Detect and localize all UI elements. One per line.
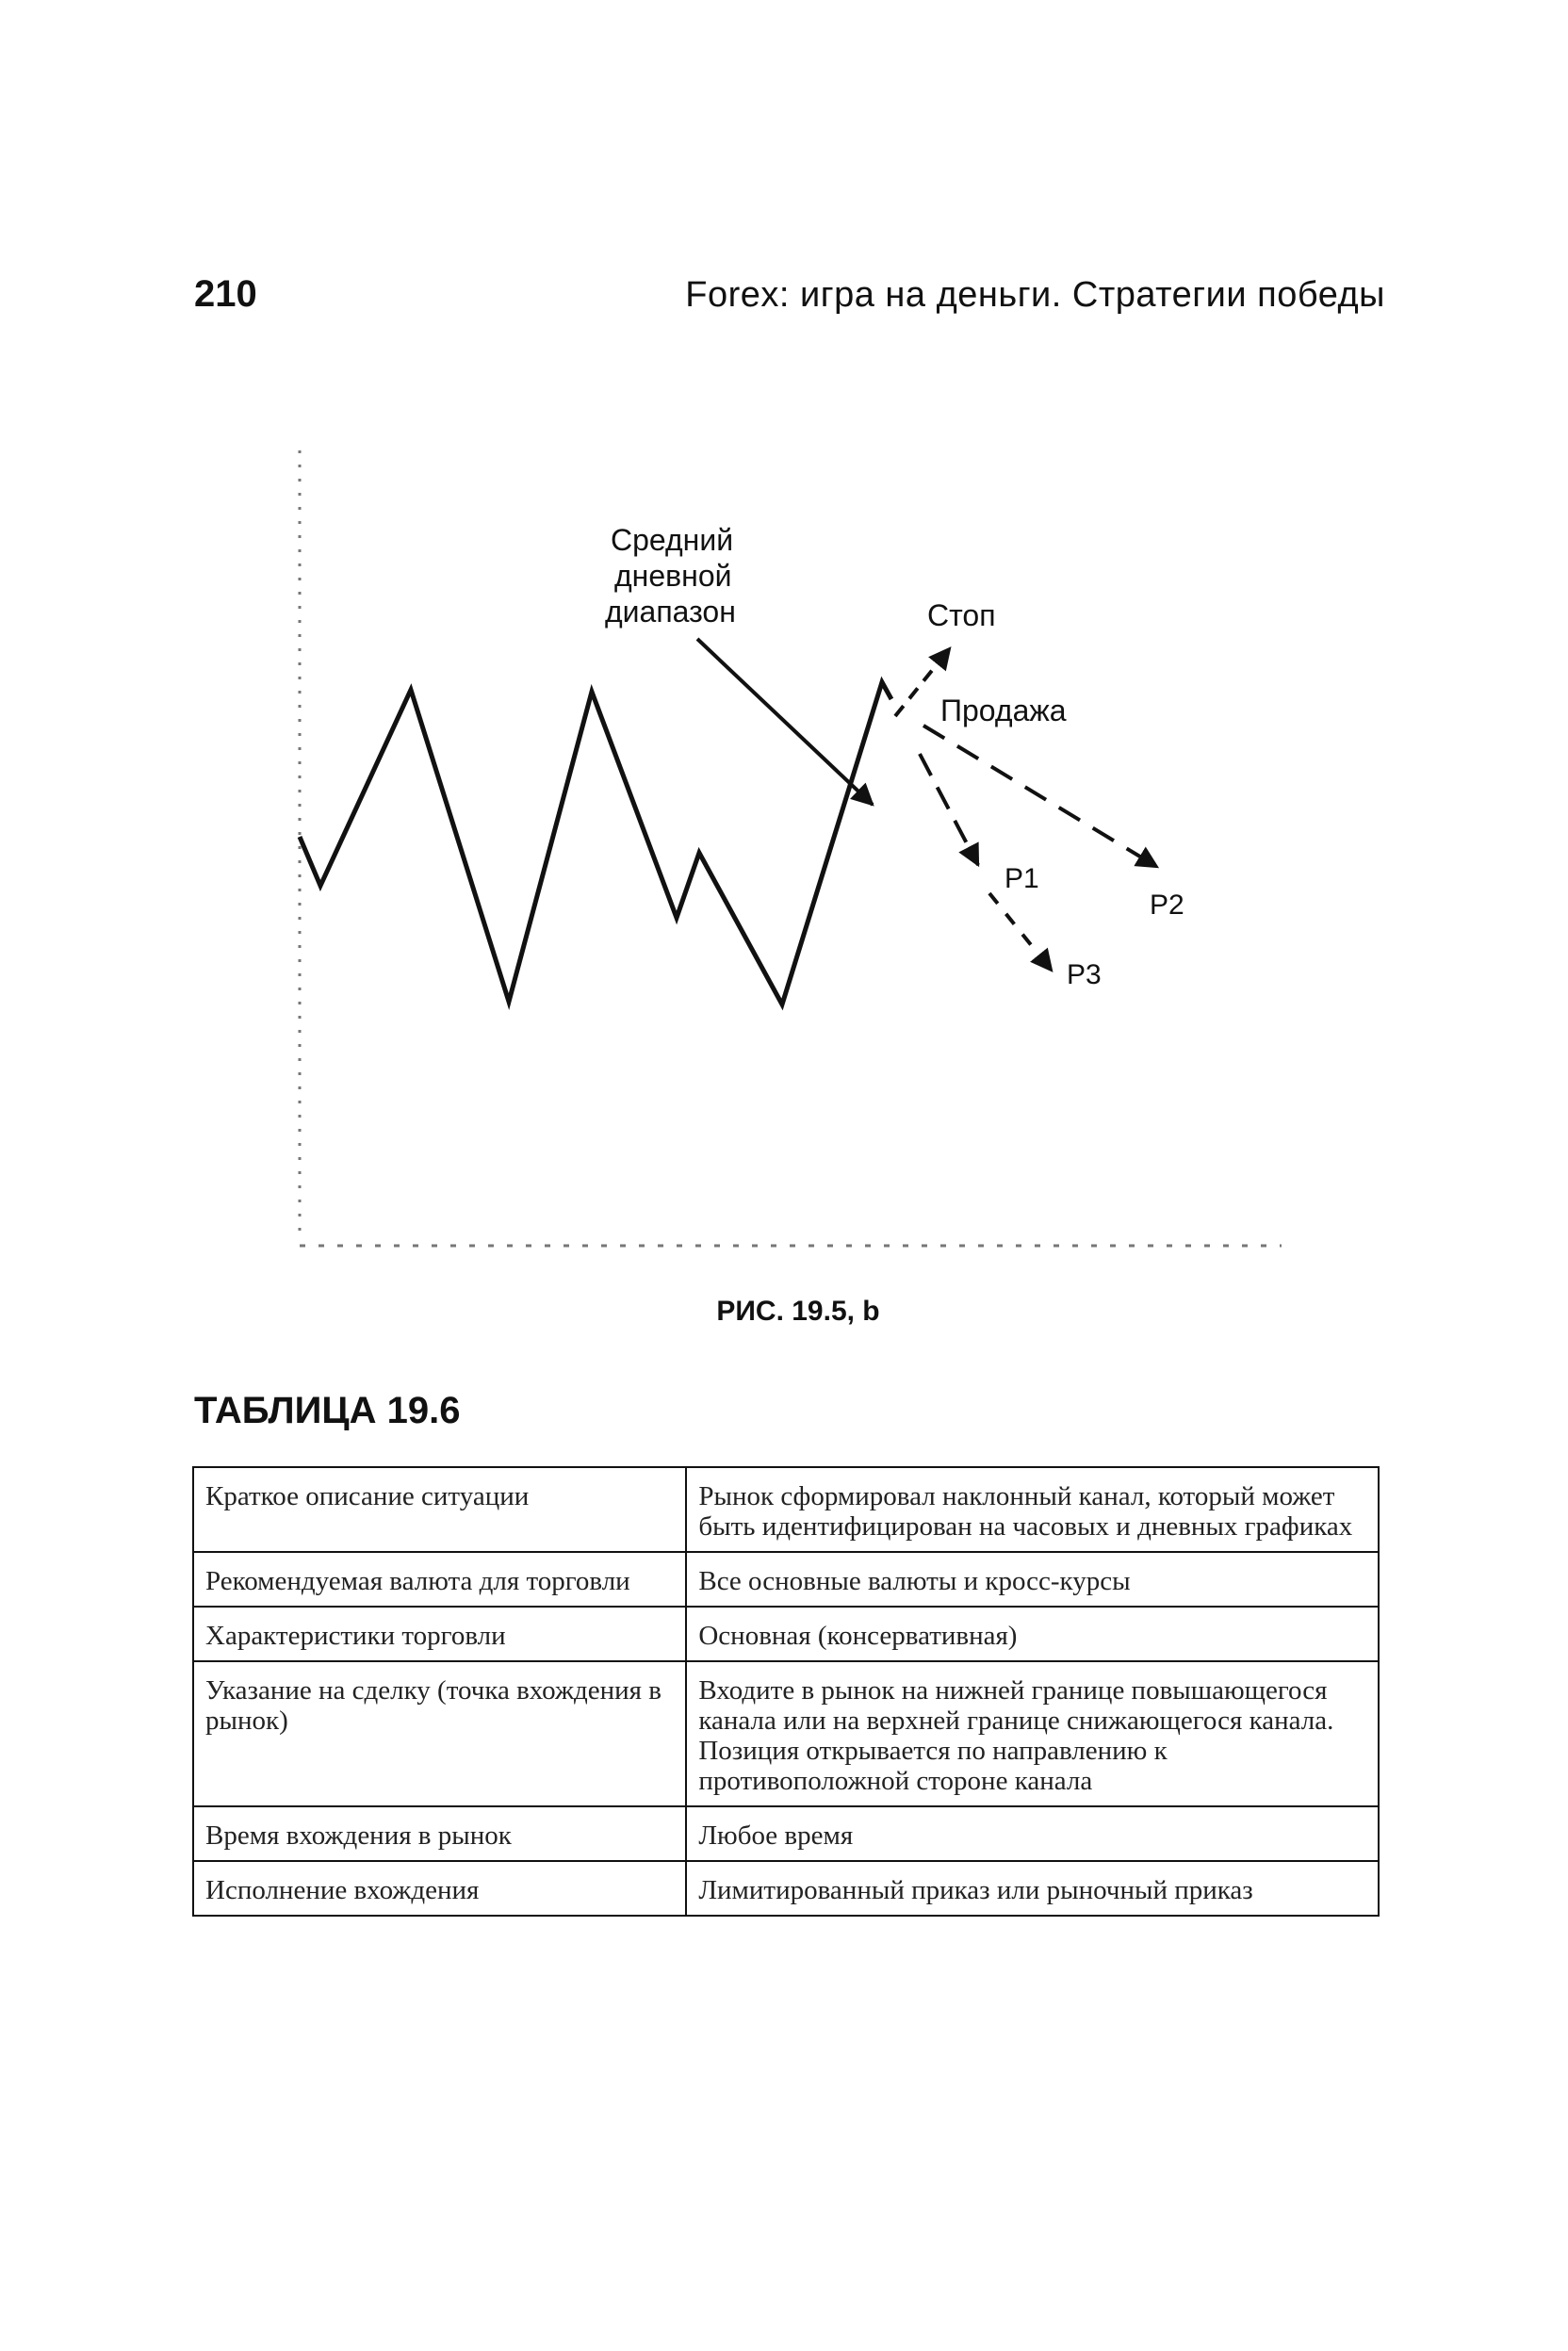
range-label-line-2: дневной: [614, 559, 732, 593]
table-title: ТАБЛИЦА 19.6: [194, 1390, 461, 1431]
p1-label: P1: [1004, 863, 1039, 894]
range-pointer-line: [697, 639, 873, 805]
table-row: [193, 1806, 1379, 1861]
table-row: [193, 1607, 1379, 1661]
table-key-cell: Указание на сделку (точка вхождения в рынок): [193, 1661, 686, 1806]
table-value-cell: Любое время: [686, 1806, 1379, 1861]
table-value-cell: Основная (консервативная): [686, 1607, 1379, 1661]
table-value-cell: Входите в рынок на нижней границе повышающегося канала или на верхней границе снижающегося канала. Позиция открывается по направлению к противоположной стороне канала: [686, 1661, 1379, 1806]
table-key-cell: Рекомендуемая валюта для торговли: [193, 1552, 686, 1607]
trade-setup-table: [192, 1466, 1380, 1917]
table-value-cell: Рынок сформировал наклонный канал, который может быть идентифицирован на часовых и дневных графиках: [686, 1467, 1379, 1552]
page-number: 210: [194, 273, 257, 315]
price-zigzag-line: [300, 682, 891, 1004]
table-key-cell: Краткое описание ситуации: [193, 1467, 686, 1552]
running-header-title: Forex: игра на деньги. Стратегии победы: [685, 275, 1385, 315]
p2-label: P2: [1150, 890, 1184, 921]
table-key-cell: Характеристики торговли: [193, 1607, 686, 1661]
p3-label: P3: [1067, 959, 1102, 990]
table-key-cell: Время вхождения в рынок: [193, 1806, 686, 1861]
range-label-line-1: Средний: [611, 523, 734, 557]
table-row: [193, 1861, 1379, 1916]
table-value-cell: Все основные валюты и кросс-курсы: [686, 1552, 1379, 1607]
sell-label: Продажа: [940, 694, 1067, 727]
p2-arrow: [923, 726, 1157, 867]
range-label-line-3: диапазон: [605, 595, 736, 629]
table-row: [193, 1661, 1379, 1806]
figure-caption: РИС. 19.5, b: [716, 1296, 880, 1327]
table-value-cell: Лимитированный приказ или рыночный приказ: [686, 1861, 1379, 1916]
table-row: [193, 1467, 1379, 1552]
table-row: [193, 1552, 1379, 1607]
p3-arrow: [989, 893, 1052, 971]
stop-label: Стоп: [927, 598, 996, 632]
p1-arrow: [920, 754, 978, 865]
table-key-cell: Исполнение вхождения: [193, 1861, 686, 1916]
